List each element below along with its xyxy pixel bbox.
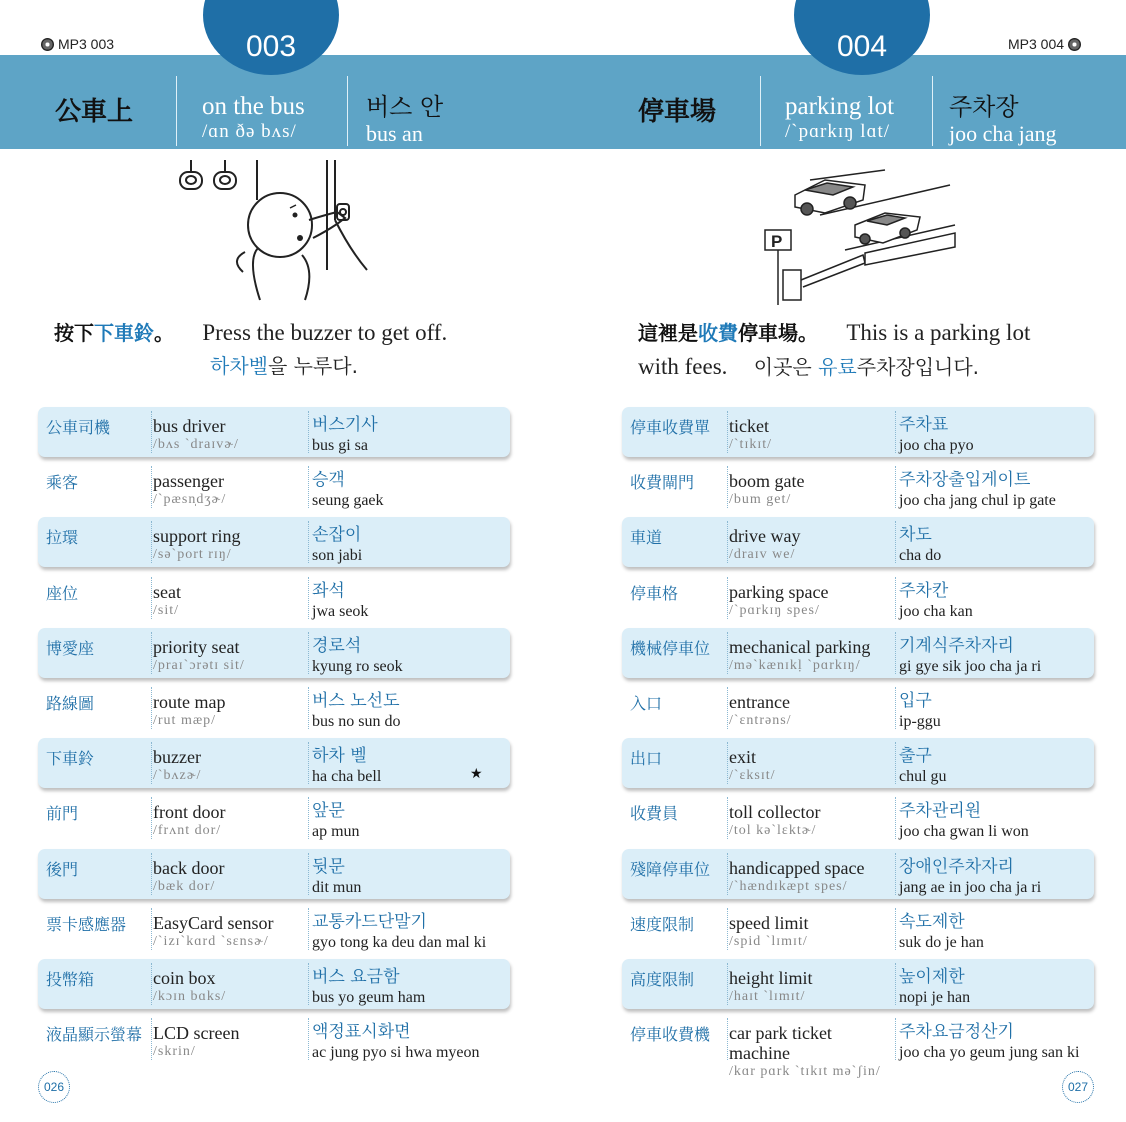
term-chinese: 出口 bbox=[630, 749, 663, 769]
term-chinese: 殘障停車位 bbox=[630, 859, 711, 879]
korean-romanization: jwa seok bbox=[312, 602, 369, 620]
ipa-pronunciation: /`tɪkɪt/ bbox=[729, 437, 772, 452]
column-divider bbox=[727, 687, 728, 729]
column-divider bbox=[151, 963, 152, 1005]
column-divider bbox=[895, 1018, 896, 1060]
column-divider bbox=[895, 577, 896, 619]
korean-word: 액정표시화면 bbox=[312, 1022, 411, 1043]
term-english bbox=[153, 738, 304, 797]
column-divider bbox=[727, 908, 728, 950]
korean-word: 기계식주차자리 bbox=[899, 635, 1014, 656]
korean-word: 속도제한 bbox=[899, 911, 965, 932]
term-english bbox=[153, 628, 304, 687]
column-divider bbox=[895, 963, 896, 1005]
table-row bbox=[38, 959, 510, 1014]
column-divider bbox=[727, 853, 728, 895]
parking-lot-illustration bbox=[755, 155, 960, 310]
english-word: LCD screen bbox=[153, 1023, 240, 1044]
column-divider bbox=[151, 687, 152, 729]
term-chinese: 速度限制 bbox=[630, 914, 695, 934]
header-ko-title: 버스 안 bus an bbox=[366, 93, 444, 146]
korean-word: 하차 벨 bbox=[312, 746, 367, 767]
column-divider bbox=[727, 411, 728, 453]
column-divider bbox=[727, 742, 728, 784]
ipa-pronunciation: /`bʌzɚ/ bbox=[153, 768, 202, 784]
ipa-pronunciation: /skrin/ bbox=[153, 1044, 196, 1060]
column-divider bbox=[308, 742, 309, 784]
column-divider bbox=[151, 1018, 152, 1060]
ipa-pronunciation: /kɑr pɑrk `tɪkɪt mə`ʃin/ bbox=[729, 1064, 881, 1080]
header-divider bbox=[347, 76, 348, 146]
ipa-pronunciation: /draɪv we/ bbox=[729, 547, 796, 563]
cd-icon bbox=[41, 38, 54, 51]
korean-romanization: kyung ro seok bbox=[312, 657, 403, 675]
term-chinese: 前門 bbox=[46, 804, 79, 824]
column-divider bbox=[308, 687, 309, 729]
korean-word: 입구 bbox=[899, 691, 932, 711]
column-divider bbox=[308, 908, 309, 950]
column-divider bbox=[151, 411, 152, 453]
english-word: toll collector bbox=[729, 802, 821, 823]
column-divider bbox=[727, 466, 728, 508]
term-english bbox=[153, 573, 304, 632]
table-row bbox=[622, 738, 1094, 793]
column-divider bbox=[895, 687, 896, 729]
english-word: EasyCard sensor bbox=[153, 912, 274, 933]
column-divider bbox=[727, 632, 728, 674]
english-word: mechanical parking bbox=[729, 636, 871, 657]
korean-word: 버스 요금함 bbox=[312, 967, 400, 987]
column-divider bbox=[308, 577, 309, 619]
column-divider bbox=[895, 853, 896, 895]
korean-romanization: ip-ggu bbox=[899, 713, 941, 730]
korean-word: 교통카드단말기 bbox=[312, 911, 427, 932]
example-sentence-left: 按下下車鈴。 Press the buzzer to get off. 하차벨을 누루다. bbox=[54, 320, 448, 378]
ipa-pronunciation: /bæk dor/ bbox=[153, 878, 216, 894]
ipa-pronunciation: /sit/ bbox=[153, 602, 180, 618]
korean-word: 버스 노선도 bbox=[312, 691, 400, 711]
english-word: passenger bbox=[153, 471, 224, 492]
term-english bbox=[729, 904, 891, 963]
ipa-pronunciation: /frʌnt dor/ bbox=[153, 823, 222, 839]
korean-romanization: bus gi sa bbox=[312, 437, 368, 454]
korean-word: 주차관리원 bbox=[899, 801, 982, 822]
english-word: handicapped space bbox=[729, 857, 865, 878]
term-korean bbox=[312, 959, 506, 1017]
term-korean bbox=[312, 628, 506, 686]
term-korean bbox=[899, 738, 1090, 796]
term-korean bbox=[312, 1014, 506, 1072]
column-divider bbox=[308, 1018, 309, 1060]
ipa-pronunciation: /bum get/ bbox=[729, 492, 792, 508]
term-korean bbox=[899, 683, 1090, 741]
korean-romanization: joo cha yo geum jung san ki bbox=[899, 1044, 1080, 1062]
term-chinese: 下車鈴 bbox=[46, 749, 95, 769]
column-divider bbox=[895, 908, 896, 950]
column-divider bbox=[895, 797, 896, 839]
korean-word: 출구 bbox=[899, 746, 932, 767]
table-row bbox=[622, 959, 1094, 1014]
column-divider bbox=[151, 577, 152, 619]
column-divider bbox=[727, 521, 728, 563]
term-english bbox=[729, 462, 891, 521]
term-english bbox=[729, 793, 891, 852]
header-zh-title: 公車上 bbox=[55, 97, 134, 127]
term-english bbox=[153, 517, 304, 576]
ipa-pronunciation: /praɪ`ɔrətɪ sit/ bbox=[153, 657, 245, 673]
term-korean bbox=[312, 904, 506, 962]
term-english bbox=[729, 849, 891, 908]
korean-romanization: ap mun bbox=[312, 823, 360, 841]
ipa-pronunciation: /`ɛntrəns/ bbox=[729, 713, 792, 728]
term-korean bbox=[899, 849, 1090, 907]
term-korean bbox=[899, 407, 1090, 465]
column-divider bbox=[308, 853, 309, 895]
column-divider bbox=[895, 411, 896, 453]
term-chinese: 乘客 bbox=[46, 473, 79, 493]
table-row bbox=[38, 904, 510, 959]
english-word: height limit bbox=[729, 968, 813, 988]
term-english bbox=[153, 959, 304, 1018]
english-word: back door bbox=[153, 857, 225, 878]
term-chinese: 後門 bbox=[46, 859, 79, 879]
column-divider bbox=[308, 963, 309, 1005]
term-chinese: 入口 bbox=[630, 694, 663, 713]
term-korean bbox=[899, 904, 1090, 962]
english-word: bus driver bbox=[153, 416, 226, 436]
term-chinese: 座位 bbox=[46, 583, 79, 603]
term-english bbox=[153, 1014, 304, 1073]
column-divider bbox=[895, 521, 896, 563]
ipa-pronunciation: /rut mæp/ bbox=[153, 713, 217, 728]
korean-word: 주차표 bbox=[899, 415, 949, 435]
table-row bbox=[38, 462, 510, 517]
english-word: speed limit bbox=[729, 912, 809, 933]
unit-number-tab: 003 bbox=[203, 0, 339, 75]
korean-word: 주차요금정산기 bbox=[899, 1022, 1014, 1043]
english-word: ticket bbox=[729, 416, 769, 436]
term-english bbox=[153, 407, 304, 466]
svg-text:P: P bbox=[771, 232, 783, 251]
column-divider bbox=[308, 466, 309, 508]
header-divider bbox=[932, 76, 933, 146]
ipa-pronunciation: /`pæsn̩dʒɚ/ bbox=[153, 492, 227, 508]
term-english bbox=[729, 1014, 891, 1080]
column-divider bbox=[727, 797, 728, 839]
korean-word: 주차칸 bbox=[899, 580, 949, 601]
english-word: route map bbox=[153, 692, 226, 712]
term-chinese: 停車格 bbox=[630, 583, 679, 603]
term-korean bbox=[899, 1014, 1090, 1072]
korean-romanization: jang ae in joo cha ja ri bbox=[899, 878, 1042, 896]
header-en-title: parking lot /`pɑrkɪŋ lɑt/ bbox=[785, 93, 895, 142]
column-divider bbox=[308, 411, 309, 453]
english-word: front door bbox=[153, 802, 226, 823]
term-chinese: 高度限制 bbox=[630, 970, 695, 989]
term-english bbox=[153, 904, 304, 963]
column-divider bbox=[151, 742, 152, 784]
table-row bbox=[38, 683, 510, 738]
table-row bbox=[622, 683, 1094, 738]
column-divider bbox=[895, 632, 896, 674]
ipa-pronunciation: /haɪt `lɪmɪt/ bbox=[729, 989, 806, 1004]
term-korean bbox=[312, 462, 506, 520]
table-row bbox=[622, 904, 1094, 959]
term-korean bbox=[312, 683, 506, 741]
korean-word: 주차장출입게이트 bbox=[899, 470, 1031, 491]
korean-romanization: son jabi bbox=[312, 547, 363, 565]
example-sentence-right: 這裡是收費停車場。 This is a parking lot with fees. 이곳은 유료주차장입니다. bbox=[638, 320, 1031, 379]
ipa-pronunciation: /`ɛksɪt/ bbox=[729, 768, 776, 784]
term-korean bbox=[899, 462, 1090, 520]
ipa-pronunciation: /`pɑrkɪŋ spes/ bbox=[729, 602, 820, 618]
korean-word: 앞문 bbox=[312, 801, 345, 822]
korean-word: 버스기사 bbox=[312, 415, 378, 435]
column-divider bbox=[151, 908, 152, 950]
term-english bbox=[729, 959, 891, 1018]
korean-word: 장애인주차자리 bbox=[899, 856, 1014, 877]
term-chinese: 投幣箱 bbox=[46, 970, 95, 989]
english-word: car park ticket machine bbox=[729, 1023, 832, 1064]
term-chinese: 拉環 bbox=[46, 528, 79, 548]
term-korean bbox=[899, 959, 1090, 1017]
column-divider bbox=[308, 632, 309, 674]
korean-romanization: bus yo geum ham bbox=[312, 989, 426, 1006]
term-chinese: 收費閘門 bbox=[630, 473, 695, 493]
table-row bbox=[622, 462, 1094, 517]
ipa-pronunciation: /`hændɪkæpt spes/ bbox=[729, 878, 848, 894]
table-row bbox=[38, 849, 510, 904]
page-number: 027 bbox=[1062, 1071, 1094, 1103]
table-row bbox=[622, 573, 1094, 628]
column-divider bbox=[308, 797, 309, 839]
korean-romanization: dit mun bbox=[312, 878, 362, 896]
column-divider bbox=[895, 466, 896, 508]
term-chinese: 停車收費單 bbox=[630, 418, 711, 437]
column-divider bbox=[151, 466, 152, 508]
column-divider bbox=[895, 742, 896, 784]
unit-number-tab: 004 bbox=[794, 0, 930, 75]
korean-romanization: ha cha bell bbox=[312, 768, 382, 786]
term-chinese: 車道 bbox=[630, 528, 663, 548]
column-divider bbox=[151, 521, 152, 563]
english-word: exit bbox=[729, 747, 756, 768]
star-icon: ★ bbox=[470, 766, 483, 783]
table-row bbox=[38, 628, 510, 683]
term-chinese: 機械停車位 bbox=[630, 638, 711, 658]
table-row bbox=[38, 1014, 510, 1069]
english-word: seat bbox=[153, 581, 181, 602]
term-english bbox=[153, 849, 304, 908]
column-divider bbox=[727, 1018, 728, 1060]
english-word: priority seat bbox=[153, 636, 240, 657]
table-row bbox=[38, 517, 510, 572]
table-row bbox=[622, 849, 1094, 904]
korean-word: 차도 bbox=[899, 525, 932, 546]
korean-romanization: bus no sun do bbox=[312, 713, 401, 730]
term-korean bbox=[899, 573, 1090, 631]
table-row bbox=[622, 517, 1094, 572]
korean-romanization: gi gye sik joo cha ja ri bbox=[899, 657, 1042, 675]
term-english bbox=[729, 628, 891, 687]
header-en-title: on the bus /ɑn ðə bʌs/ bbox=[202, 93, 305, 142]
english-word: boom gate bbox=[729, 471, 805, 492]
term-english bbox=[729, 683, 891, 742]
column-divider bbox=[727, 577, 728, 619]
ipa-pronunciation: /tol kə`lɛktɚ/ bbox=[729, 823, 817, 839]
page-number: 026 bbox=[38, 1071, 70, 1103]
korean-word: 뒷문 bbox=[312, 856, 345, 877]
korean-romanization: cha do bbox=[899, 547, 942, 565]
term-english bbox=[153, 462, 304, 521]
korean-word: 승객 bbox=[312, 470, 345, 491]
column-divider bbox=[151, 853, 152, 895]
header-divider bbox=[176, 76, 177, 146]
column-divider bbox=[151, 797, 152, 839]
korean-word: 손잡이 bbox=[312, 525, 362, 546]
term-english bbox=[153, 793, 304, 852]
term-english bbox=[729, 738, 891, 797]
term-korean bbox=[899, 628, 1090, 686]
korean-romanization: suk do je han bbox=[899, 933, 984, 951]
term-english bbox=[729, 407, 891, 466]
term-korean bbox=[312, 407, 506, 465]
ipa-pronunciation: /bʌs `draɪvɚ/ bbox=[153, 437, 239, 452]
korean-romanization: ac jung pyo si hwa myeon bbox=[312, 1044, 480, 1062]
header-divider bbox=[760, 76, 761, 146]
term-chinese: 收費員 bbox=[630, 804, 679, 824]
header-ko-title: 주차장 joo cha jang bbox=[949, 93, 1057, 146]
term-chinese: 路線圖 bbox=[46, 694, 95, 713]
term-chinese: 票卡感應器 bbox=[46, 914, 127, 934]
cd-icon bbox=[1068, 38, 1081, 51]
term-chinese: 公車司機 bbox=[46, 418, 111, 437]
english-word: coin box bbox=[153, 968, 216, 988]
table-row bbox=[38, 738, 510, 793]
term-korean bbox=[312, 517, 506, 575]
term-korean bbox=[312, 793, 506, 851]
table-row bbox=[38, 573, 510, 628]
korean-romanization: chul gu bbox=[899, 768, 947, 786]
korean-romanization: joo cha gwan li won bbox=[899, 823, 1029, 841]
ipa-pronunciation: /mə`kænɪkḷ `pɑrkɪŋ/ bbox=[729, 657, 861, 673]
term-english bbox=[153, 683, 304, 742]
english-word: buzzer bbox=[153, 747, 201, 768]
table-row bbox=[622, 628, 1094, 683]
table-row bbox=[622, 1014, 1094, 1080]
term-korean bbox=[312, 849, 506, 907]
table-row bbox=[622, 407, 1094, 462]
header-zh-title: 停車場 bbox=[638, 97, 717, 127]
ipa-pronunciation: /`izɪ`kɑrd `sɛnsɚ/ bbox=[153, 933, 269, 949]
term-korean bbox=[899, 793, 1090, 851]
column-divider bbox=[308, 521, 309, 563]
korean-romanization: joo cha kan bbox=[899, 602, 973, 620]
english-word: parking space bbox=[729, 581, 829, 602]
table-row bbox=[38, 407, 510, 462]
mp3-track-left[interactable]: MP3 003 bbox=[41, 36, 114, 52]
term-korean bbox=[312, 573, 506, 631]
term-english bbox=[729, 517, 891, 576]
table-row bbox=[622, 793, 1094, 848]
term-chinese: 博愛座 bbox=[46, 638, 95, 658]
korean-word: 좌석 bbox=[312, 580, 345, 601]
term-chinese: 液晶顯示螢幕 bbox=[46, 1025, 143, 1045]
korean-romanization: gyo tong ka deu dan mal ki bbox=[312, 933, 487, 951]
bus-passenger-illustration bbox=[175, 160, 375, 310]
korean-romanization: seung gaek bbox=[312, 492, 384, 510]
mp3-track-right[interactable]: MP3 004 bbox=[1008, 36, 1081, 52]
term-english bbox=[729, 573, 891, 632]
english-word: drive way bbox=[729, 526, 801, 547]
ipa-pronunciation: /kɔɪn bɑks/ bbox=[153, 989, 227, 1004]
korean-romanization: nopi je han bbox=[899, 989, 971, 1006]
korean-word: 높이제한 bbox=[899, 967, 965, 987]
korean-word: 경로석 bbox=[312, 635, 362, 656]
table-row bbox=[38, 793, 510, 848]
ipa-pronunciation: /sə`port rɪŋ/ bbox=[153, 547, 232, 563]
korean-romanization: joo cha pyo bbox=[899, 437, 974, 454]
english-word: support ring bbox=[153, 526, 241, 547]
column-divider bbox=[727, 963, 728, 1005]
ipa-pronunciation: /spid `lɪmɪt/ bbox=[729, 933, 808, 949]
term-korean bbox=[899, 517, 1090, 575]
english-word: entrance bbox=[729, 692, 790, 712]
column-divider bbox=[151, 632, 152, 674]
korean-romanization: joo cha jang chul ip gate bbox=[899, 492, 1056, 510]
term-chinese: 停車收費機 bbox=[630, 1025, 711, 1045]
